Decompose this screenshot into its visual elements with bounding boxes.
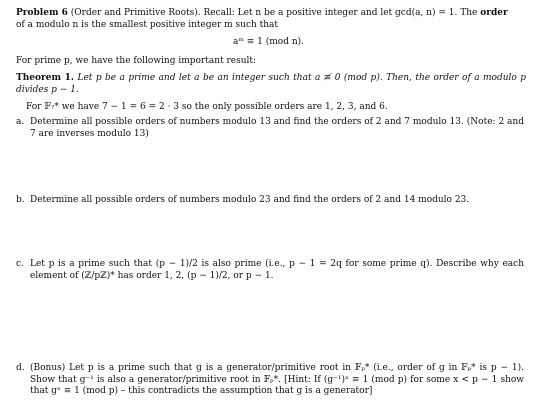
part-text: Let p is a prime such that (p − 1)/2 is also prime (i.e., p − 1 = 2q for some prime q). Describe why each element of (ℤ/pℤ)* has order 1, 2, (p − 1)/2, or p − 1. xyxy=(30,259,524,281)
theorem-label: Theorem 1. xyxy=(16,73,75,83)
order-equation: aᵐ ≡ 1 (mod n). xyxy=(233,37,304,47)
problem-title-rest: (Order and Primitive Roots). Recall: Let n be a positive integer and let gcd(a, n) = 1. The xyxy=(70,8,478,18)
part-text: (Bonus) Let p is a prime such that g is a generator/primitive root in 𝔽ₚ* (i.e., order of g in 𝔽ₚ* is p − 1). Show that g⁻¹ is also a generator/primitive root in 𝔽ₚ*. [Hint: If (g⁻¹)ˣ ≡ 1 (mod p) for some x < p − 1 show that gˣ ≡ 1 (mod p) – this contradicts the assumption that g is a generator] xyxy=(30,363,524,396)
part-label: d. xyxy=(16,363,25,373)
theorem-block xyxy=(16,73,526,96)
theorem-text: Let p be a prime and let a be an integer such that a ≢ 0 (mod p). Then, the order of a modulo p divides p − 1. xyxy=(16,73,526,95)
part-label: b. xyxy=(16,195,25,205)
problem-definition-line: of a modulo n is the smallest positive integer m such that xyxy=(16,20,279,30)
part-text: Determine all possible orders of numbers modulo 23 and find the orders of 2 and 14 modulo 23. xyxy=(30,195,470,205)
order-term: order xyxy=(480,8,508,18)
part-label: a. xyxy=(16,117,25,127)
problem-title-line xyxy=(16,8,508,20)
part-label: c. xyxy=(16,259,24,269)
problem-heading: Problem 6 xyxy=(16,8,68,18)
intro-text: For prime p, we have the following important result: xyxy=(16,56,257,66)
example-note: For 𝔽₇* we have 7 − 1 = 6 = 2 · 3 so the only possible orders are 1, 2, 3, and 6. xyxy=(26,102,388,112)
part-text: Determine all possible orders of numbers modulo 13 and find the orders of 2 and 7 modulo 13. (Note: 2 and 7 are inverses modulo 13) xyxy=(30,117,524,139)
